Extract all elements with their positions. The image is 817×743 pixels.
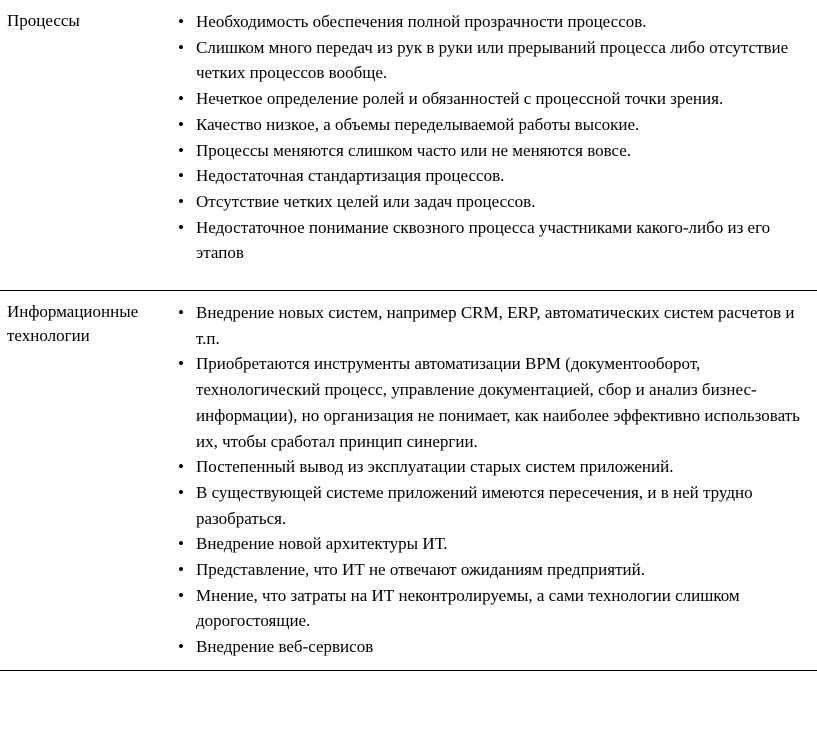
list-item — [178, 9, 810, 35]
list-item-text: Недостаточная стандартизация процессов. — [196, 166, 505, 186]
list-item-text: В существующей системе приложений имеются пересечения, и в ней трудно разобраться. — [196, 482, 753, 528]
list-item-text: Мнение, что затраты на ИТ неконтролируемы, а сами технологии слишком дорогостоящие. — [196, 585, 740, 631]
list-item-text: Слишком много передач из рук в руки или прерываний процесса либо отсутствие четких процессов вообще. — [196, 37, 789, 83]
list-item — [178, 189, 810, 215]
row-gap-left — [0, 276, 178, 291]
bullet-point-icon: • — [178, 560, 184, 580]
list-item — [178, 86, 810, 112]
row-label-processes: Процессы — [7, 11, 80, 30]
bullet-point-icon: • — [178, 89, 184, 109]
row-label-cell-processes — [0, 0, 178, 276]
list-item — [178, 300, 810, 351]
list-item — [178, 454, 810, 480]
list-item-text: Представление, что ИТ не отвечают ожиданиям предприятий. — [196, 560, 645, 580]
bullet-point-icon: • — [178, 354, 184, 374]
bullet-point-icon: • — [178, 166, 184, 186]
bullet-point-icon: • — [178, 585, 184, 605]
list-item-text: Качество низкое, а объемы переделываемой работы высокие. — [196, 114, 640, 134]
list-item — [178, 163, 810, 189]
bullet-point-icon: • — [178, 114, 184, 134]
bullet-point-icon: • — [178, 12, 184, 31]
table-row-processes — [0, 0, 817, 276]
list-item-text: Отсутствие четких целей или задач процессов. — [196, 191, 536, 211]
list-item — [178, 557, 810, 583]
list-item — [178, 634, 810, 660]
row-gap-right — [178, 276, 817, 291]
table-row-information-technologies — [0, 291, 817, 671]
list-item — [178, 35, 810, 86]
bullet-list-information-technologies — [178, 300, 810, 660]
list-item — [178, 215, 810, 266]
list-item-text: Нечеткое определение ролей и обязанностей с процессной точки зрения. — [196, 89, 724, 109]
bullet-point-icon: • — [178, 303, 184, 323]
list-item-text: Приобретаются инструменты автоматизации ВРМ (документооборот, технологический процесс, управление документацией, сбор и анализ бизнес-информации), но организация не понимает, как наиболее эффективно использовать их, чтобы сработал принцип синергии. — [196, 354, 800, 451]
row-gap — [0, 276, 817, 291]
list-item-text: Недостаточное понимание сквозного процесса участниками какого-либо из его этапов — [196, 217, 771, 263]
list-item-text: Внедрение новых систем, например CRM, ERP, автоматических систем расчетов и т.п. — [196, 303, 795, 348]
bullet-point-icon: • — [178, 482, 184, 502]
list-item-text: Внедрение новой архитектуры ИТ. — [196, 534, 448, 554]
bullet-point-icon: • — [178, 457, 184, 477]
list-item — [178, 138, 810, 164]
bullet-point-icon: • — [178, 37, 184, 57]
list-item — [178, 112, 810, 138]
bullet-point-icon: • — [178, 140, 184, 160]
bullet-point-icon: • — [178, 217, 184, 237]
bullet-list-processes — [178, 9, 810, 266]
row-list-cell-information-technologies — [178, 291, 817, 671]
list-item-text: Необходимость обеспечения полной прозрачности процессов. — [196, 12, 647, 31]
row-label-cell-information-technologies — [0, 291, 178, 671]
list-item — [178, 480, 810, 531]
row-label-information-technologies: Информационные технологии — [7, 302, 139, 346]
bullet-point-icon: • — [178, 191, 184, 211]
bullet-point-icon: • — [178, 637, 184, 657]
list-item-text: Постепенный вывод из эксплуатации старых систем приложений. — [196, 457, 674, 477]
list-item — [178, 351, 810, 454]
list-item — [178, 583, 810, 634]
bullet-point-icon: • — [178, 534, 184, 554]
list-item-text: Процессы меняются слишком часто или не меняются вовсе. — [196, 140, 632, 160]
list-item — [178, 531, 810, 557]
list-item-text: Внедрение веб-сервисов — [196, 637, 374, 657]
row-list-cell-processes — [178, 0, 817, 276]
